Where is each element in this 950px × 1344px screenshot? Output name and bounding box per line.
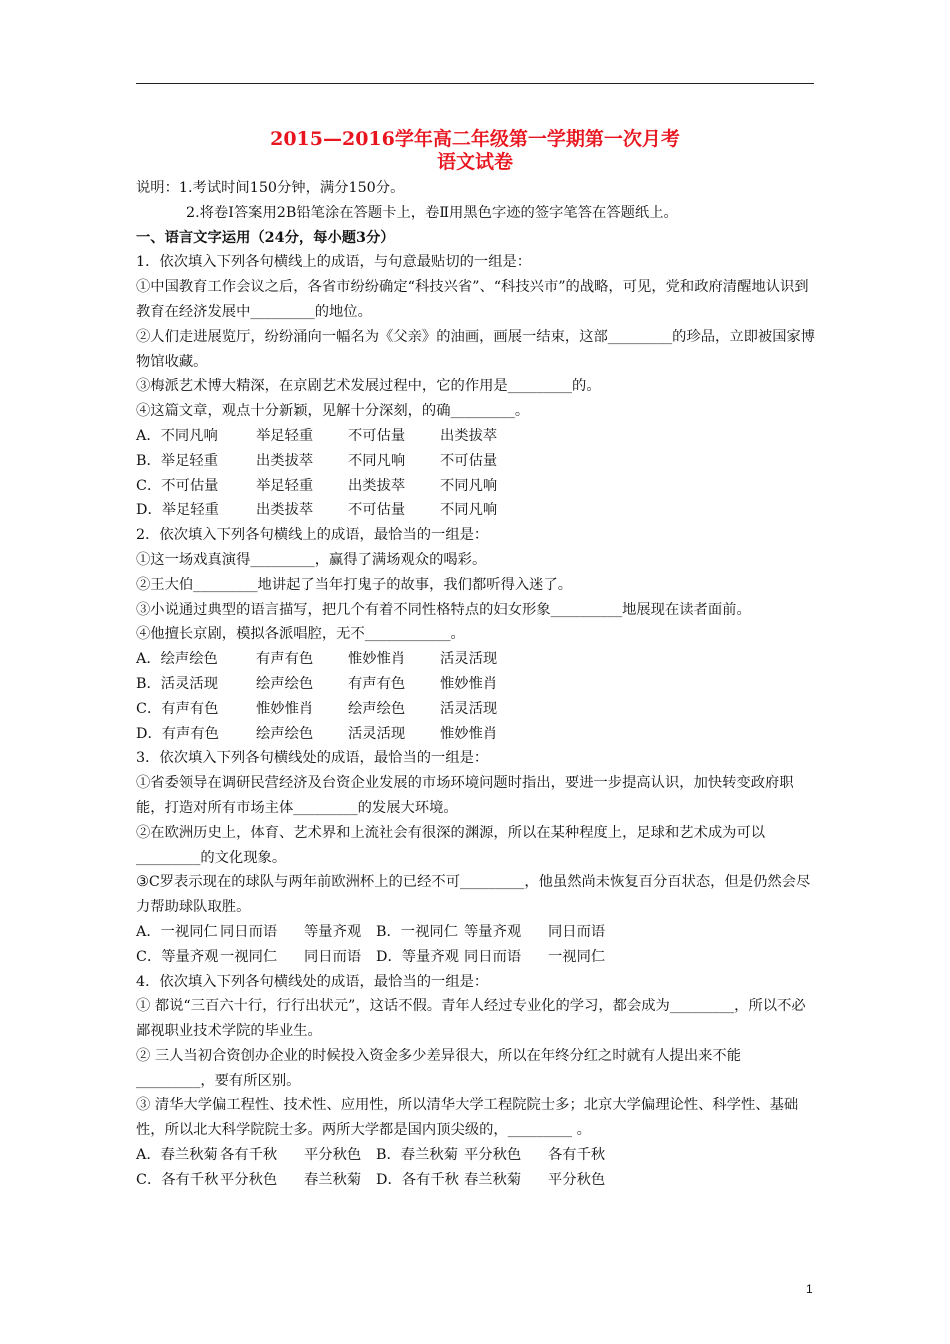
option-text: 出类拔萃	[256, 452, 314, 469]
option-text: 活灵活现	[440, 651, 498, 668]
option-text: 绘声绘色	[256, 725, 314, 742]
header-rule	[136, 83, 814, 84]
option-text: 等量齐观	[464, 923, 522, 940]
option-text: C．有声有色	[136, 700, 219, 717]
option-text: A．绘声绘色	[136, 651, 218, 668]
sentence: ② 三人当初合资创办企业的时候投入资金多少差异很大，所以在年终分红之时就有人提出来不能_________，要有所区别。	[136, 1047, 742, 1089]
option-text: C．等量齐观	[136, 948, 219, 965]
exam-subtitle: 语文试卷	[436, 151, 513, 173]
question-stem: 1．依次填入下列各句横线上的成语，与句意最贴切的一组是：	[136, 254, 532, 271]
option-text: 一视同仁	[548, 948, 606, 965]
question-stem: 2．依次填入下列各句横线上的成语，最恰当的一组是：	[136, 527, 489, 544]
option-text: 出类拔萃	[440, 427, 498, 444]
option-row	[136, 722, 816, 747]
sentence: ③C罗表示现在的球队与两年前欧洲杯上的已经不可_________，他虽然尚未恢复百分百状态，但是仍然会尽力帮助球队取胜。	[136, 874, 811, 916]
option-text: 平分秋色	[220, 1171, 278, 1188]
sentence: ③ 清华大学偏工程性、技术性、应用性，所以清华大学工程院院士多；北京大学偏理论性、科学性、基础性，所以北大科学院院士多。两所大学都是国内顶尖级的，_________ 。	[136, 1097, 799, 1139]
option-row	[136, 1143, 816, 1168]
option-text: 惟妙惟肖	[440, 675, 498, 692]
option-text: 不同凡响	[440, 477, 498, 494]
option-text: A．春兰秋菊	[136, 1147, 218, 1164]
option-text: 绘声绘色	[348, 700, 406, 717]
exam-title: 2015—2016学年高二年级第一学期第一次月考	[270, 128, 680, 150]
option-row	[136, 474, 816, 499]
option-text: 不同凡响	[348, 452, 406, 469]
question-1	[136, 250, 816, 523]
option-text: 不可估量	[440, 452, 498, 469]
option-text: 出类拔萃	[348, 477, 406, 494]
option-text: 各有千秋	[548, 1147, 606, 1164]
option-text: 平分秋色	[464, 1147, 522, 1164]
option-text: 春兰秋菊	[304, 1171, 362, 1188]
option-text: 惟妙惟肖	[440, 725, 498, 742]
question-3	[136, 746, 816, 969]
option-row	[136, 697, 816, 722]
option-text: 不可估量	[348, 427, 406, 444]
note-line-2: 2.将卷Ⅰ答案用2B铅笔涂在答题卡上，卷Ⅱ用黑色字迹的签字笔答在答题纸上。	[186, 204, 678, 221]
option-text: A．不同凡响	[136, 427, 218, 444]
option-row	[136, 1168, 816, 1193]
option-text: 惟妙惟肖	[256, 700, 314, 717]
option-text: D．有声有色	[136, 725, 219, 742]
sentence: ④他擅长京剧，模拟各派唱腔，无不____________。	[136, 626, 465, 643]
option-text: 同日而语	[304, 948, 362, 965]
option-text: 平分秋色	[548, 1171, 606, 1188]
note-line-1: 说明：1.考试时间150分钟，满分150分。	[136, 180, 405, 196]
option-text: 活灵活现	[440, 700, 498, 717]
page-number: 1	[806, 1282, 813, 1296]
option-text: 同日而语	[220, 923, 278, 940]
option-text: 有声有色	[256, 651, 314, 668]
sentence: ④这篇文章，观点十分新颖，见解十分深刻，的确_________。	[136, 403, 530, 420]
option-text: C．各有千秋	[136, 1171, 219, 1188]
option-row	[136, 449, 816, 474]
option-text: 等量齐观	[304, 923, 362, 940]
option-text: D．举足轻重	[136, 502, 219, 519]
question-stem: 3．依次填入下列各句横线处的成语，最恰当的一组是：	[136, 750, 489, 767]
question-2	[136, 523, 816, 746]
option-text: 举足轻重	[256, 477, 314, 494]
option-text: D．各有千秋	[376, 1171, 459, 1188]
option-text: 不同凡响	[440, 502, 498, 519]
option-text: 平分秋色	[304, 1147, 362, 1164]
sentence: ①省委领导在调研民营经济及台资企业发展的市场环境问题时指出，要进一步提高认识，加快转变政府职能，打造对所有市场主体_________的发展大环境。	[136, 775, 794, 816]
option-row	[136, 920, 816, 945]
section-heading: 一、语言文字运用（24分，每小题3分）	[136, 229, 395, 246]
option-text: B．举足轻重	[136, 452, 218, 469]
question-stem: 4．依次填入下列各句横线处的成语，最恰当的一组是：	[136, 973, 489, 990]
option-text: 有声有色	[348, 675, 406, 692]
sentence: ②人们走进展览厅，纷纷涌向一幅名为《父亲》的油画，画展一结束，这部_________的珍品，立即被国家博物馆收藏。	[136, 328, 816, 370]
option-text: B．活灵活现	[136, 675, 218, 692]
exam-body	[136, 176, 816, 1193]
option-text: 绘声绘色	[256, 675, 314, 692]
sentence: ③梅派艺术博大精深，在京剧艺术发展过程中，它的作用是_________的。	[136, 378, 601, 395]
option-text: 同日而语	[464, 948, 522, 965]
option-text: 活灵活现	[348, 725, 406, 742]
sentence: ③小说通过典型的语言描写，把几个有着不同性格特点的妇女形象__________地展现在读者面前。	[136, 601, 751, 618]
option-text: 出类拔萃	[256, 502, 314, 519]
option-text: C．不可估量	[136, 477, 219, 494]
option-text: 举足轻重	[256, 427, 314, 444]
option-row	[136, 945, 816, 970]
option-row	[136, 647, 816, 672]
option-row	[136, 672, 816, 697]
sentence: ①这一场戏真演得_________，赢得了满场观众的喝彩。	[136, 551, 487, 568]
option-text: 一视同仁	[220, 948, 278, 965]
option-text: 同日而语	[548, 923, 606, 940]
option-text: B．一视同仁	[376, 923, 458, 940]
option-row	[136, 424, 816, 449]
sentence: ① 都说“三百六十行，行行出状元”，这话不假。青年人经过专业化的学习，都会成为_________，所以不必鄙视职业技术学院的毕业生。	[136, 998, 806, 1040]
option-text: B．春兰秋菊	[376, 1147, 458, 1164]
option-text: 惟妙惟肖	[348, 651, 406, 668]
option-text: D．等量齐观	[376, 948, 459, 965]
option-text: 不可估量	[348, 502, 406, 519]
option-text: A．一视同仁	[136, 923, 218, 940]
option-text: 各有千秋	[220, 1147, 278, 1164]
sentence: ①中国教育工作会议之后，各省市纷纷确定“科技兴省”、“科技兴市”的战略，可见，党和政府清醒地认识到教育在经济发展中_________的地位。	[136, 279, 809, 320]
option-text: 春兰秋菊	[464, 1171, 522, 1188]
question-4	[136, 970, 816, 1193]
sentence: ②在欧洲历史上，体育、艺术界和上流社会有很深的渊源，所以在某种程度上，足球和艺术成为可以_________的文化现象。	[136, 824, 766, 866]
sentence: ②王大伯_________地讲起了当年打鬼子的故事，我们都听得入迷了。	[136, 576, 573, 593]
option-row	[136, 498, 816, 523]
